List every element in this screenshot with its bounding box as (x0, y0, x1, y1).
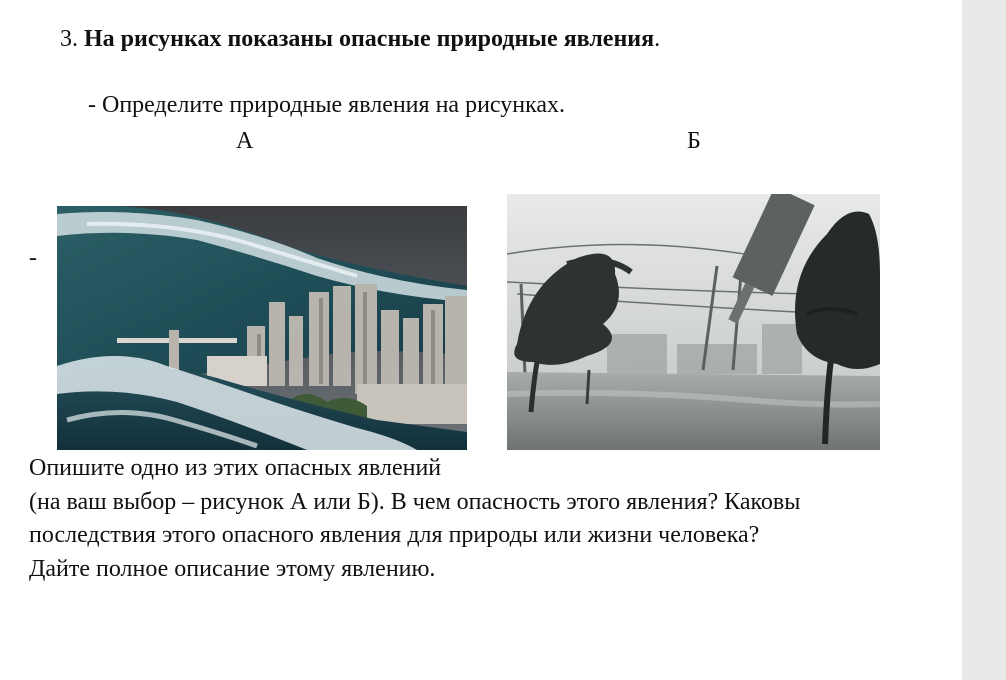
task-number: 3. (60, 26, 78, 52)
side-strip (962, 0, 1006, 680)
question-line: Дайте полное описание этому явлению. (29, 555, 436, 582)
question-line: последствия этого опасного явления для природы или жизни человека? (29, 522, 760, 548)
hurricane-image (507, 194, 880, 450)
question-text (29, 452, 929, 586)
question-line: Опишите одно из этих опасных явлений (29, 455, 442, 481)
figure-label-b: Б (687, 128, 701, 154)
task-title (60, 26, 660, 53)
task-title-period: . (654, 26, 661, 52)
figure-label-a: А (236, 128, 254, 154)
instruction-text: - Определите природные явления на рисунках. (88, 92, 566, 118)
question-line: (на ваш выбор – рисунок А или Б). В чем опасность этого явления? Каковы (29, 488, 801, 515)
tsunami-image (57, 206, 467, 450)
task-title-text: На рисунках показаны опасные природные явления (84, 26, 655, 52)
dash-mark: - (29, 245, 37, 271)
